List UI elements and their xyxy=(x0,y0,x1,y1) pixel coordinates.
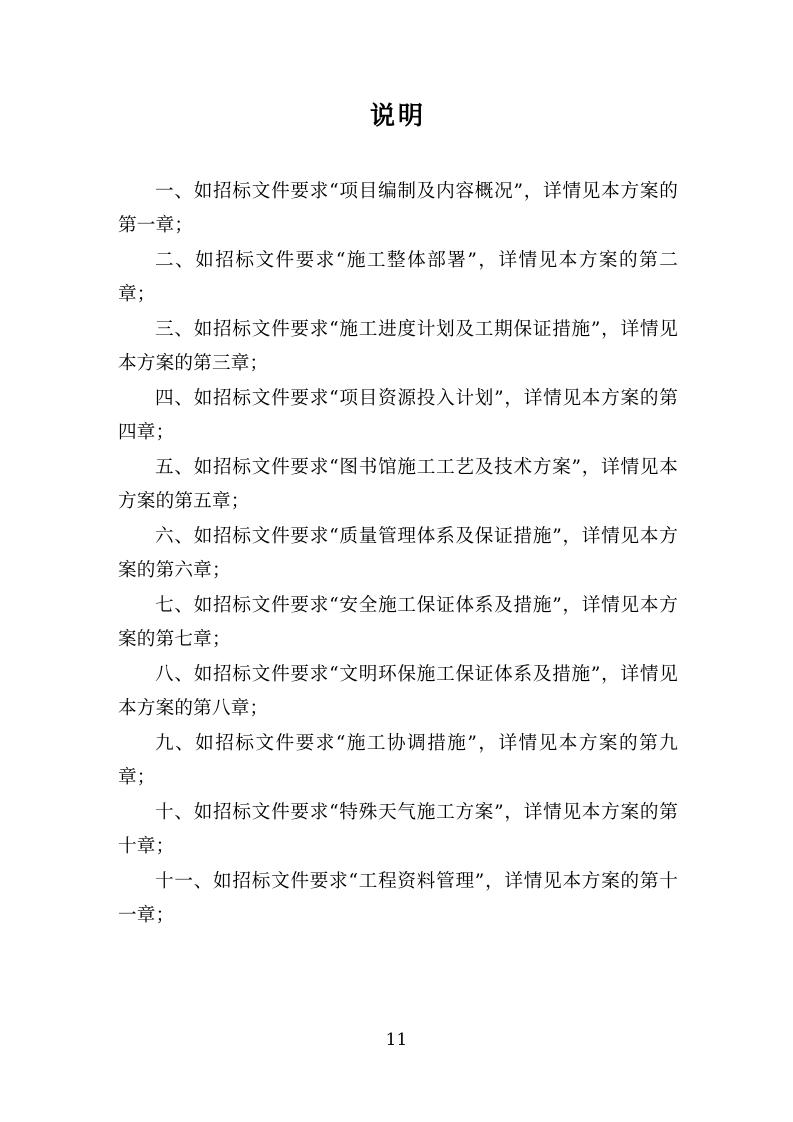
page-title: 说明 xyxy=(369,101,426,130)
paragraph-9: 九、如招标文件要求“施工协调措施”，详情见本方案的第九章； xyxy=(118,732,678,788)
paragraph-3: 三、如招标文件要求“施工进度计划及工期保证措施”，详情见本方案的第三章； xyxy=(118,318,678,374)
paragraph-8: 八、如招标文件要求“文明环保施工保证体系及措施”，详情见本方案的第八章； xyxy=(118,663,678,719)
paragraph-4: 四、如招标文件要求“项目资源投入计划”，详情见本方案的第四章； xyxy=(118,387,678,443)
document-body xyxy=(118,175,678,934)
paragraph-6: 六、如招标文件要求“质量管理体系及保证措施”，详情见本方案的第六章； xyxy=(118,525,678,581)
paragraph-11: 十一、如招标文件要求“工程资料管理”，详情见本方案的第十一章； xyxy=(118,870,678,926)
page-number: 11 xyxy=(385,1030,408,1050)
paragraph-2: 二、如招标文件要求“施工整体部署”，详情见本方案的第二章； xyxy=(118,249,678,305)
paragraph-1: 一、如招标文件要求“项目编制及内容概况”，详情见本方案的第一章； xyxy=(118,180,678,236)
page-content xyxy=(118,0,678,934)
paragraph-5: 五、如招标文件要求“图书馆施工工艺及技术方案”，详情见本方案的第五章； xyxy=(118,456,678,512)
paragraph-7: 七、如招标文件要求“安全施工保证体系及措施”，详情见本方案的第七章； xyxy=(118,594,678,650)
paragraph-10: 十、如招标文件要求“特殊天气施工方案”，详情见本方案的第十章； xyxy=(118,801,678,857)
